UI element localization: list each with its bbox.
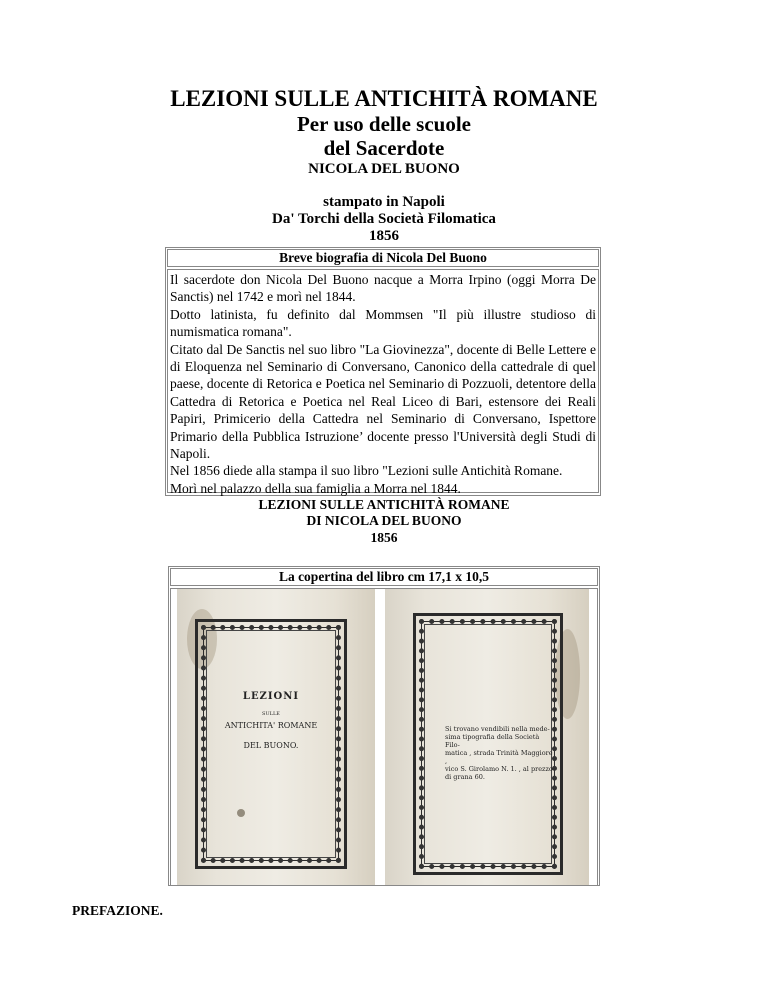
printed-place: stampato in Napoli: [323, 194, 445, 210]
cover-photo: [170, 588, 598, 886]
cover-title-line-1: LEZIONI: [242, 691, 300, 702]
document-subtitle-2: del Sacerdote: [323, 136, 445, 160]
back-cover: [385, 589, 589, 885]
document-subtitle-1: Per uso delle scuole: [296, 112, 471, 136]
publication-year: 1856: [369, 228, 399, 244]
biography-paragraph: Morì nel palazzo della sua famiglia a Morra nel 1844.: [170, 480, 461, 496]
document-title: LEZIONI SULLE ANTICHITÀ ROMANE: [170, 86, 598, 111]
cover-title-line-4: DEL BUONO.: [243, 741, 299, 750]
biography-paragraph: Citato dal De Sanctis nel suo libro "La Giovinezza", docente di Belle Lettere e di Eloquenza nel Seminario di Conversano, Canonico della cattedrale di quel paese, docente di Retorica e Poetica nel Seminario di Pozzuoli, detentore della Cattedra di Retorica e Poetica nel Real Liceo di Bari, estensore dei Reali Papiri, Primicerio della Cattedra nel Seminario di Conversano, Ispettore Primario della Pubblica Istruzione’ docente presso l'Università degli Studi di Napoli.: [170, 341, 596, 462]
biography-heading: Breve biografia di Nicola Del Buono: [167, 249, 599, 267]
front-cover: [177, 589, 375, 885]
printer-name: Da' Torchi della Società Filomatica: [272, 211, 496, 227]
book-title-repeat: LEZIONI SULLE ANTICHITÀ ROMANE: [258, 497, 510, 512]
biography-table: [165, 247, 601, 496]
cover-table: [168, 566, 600, 886]
biography-paragraph: Nel 1856 diede alla stampa il suo libro "Lezioni sulle Antichità Romane.: [170, 463, 563, 479]
biography-body: [167, 269, 599, 496]
biography-paragraph: Dotto latinista, fu definito dal Mommsen "Il più illustre studioso di numismatica romana".: [170, 306, 596, 340]
author-name: NICOLA DEL BUONO: [308, 161, 460, 177]
cover-caption: La copertina del libro cm 17,1 x 10,5: [170, 568, 598, 586]
ornamental-frame: [413, 613, 563, 875]
biography-paragraph: Il sacerdote don Nicola Del Buono nacque a Morra Irpino (oggi Morra De Sanctis) nel 1742 e morì nel 1844.: [170, 272, 596, 305]
book-author-repeat: DI NICOLA DEL BUONO: [306, 513, 462, 528]
publisher-note: Si trovano vendibili nella mede- sima tipografia della Società Filo- matica , strada Trinità Maggiore , vico S. Girolamo N. 1. , al prezzo di grana 60.: [445, 725, 553, 781]
section-heading-preface: PREFAZIONE.: [72, 903, 163, 918]
cover-title-line-3: ANTICHITA' ROMANE: [224, 721, 318, 730]
book-year-repeat: 1856: [370, 530, 398, 545]
cover-title-line-2: SULLE: [262, 711, 280, 717]
ornamental-frame: [195, 619, 347, 869]
